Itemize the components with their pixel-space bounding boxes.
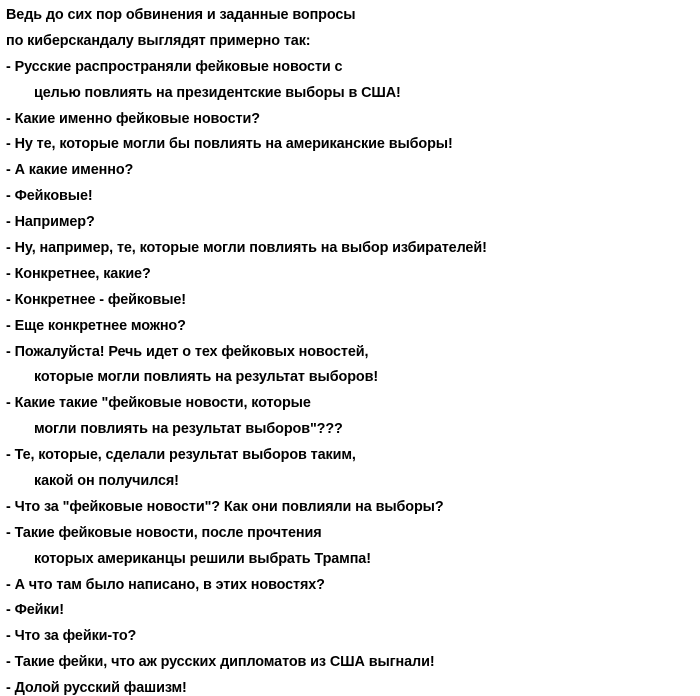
text-line: - Что за фейки-то? (6, 628, 137, 645)
text-line: - Долой русский фашизм! (6, 680, 187, 696)
text-line: - Те, которые, сделали результат выборов таким, (6, 447, 356, 464)
text-line: - Такие фейки, что аж русских дипломатов из США выгнали! (6, 654, 435, 671)
text-line: - Пожалуйста! Речь идет о тех фейковых новостей, (6, 343, 369, 360)
text-line: - Такие фейковые новости, после прочтения (6, 524, 322, 541)
text-line: Ведь до сих пор обвинения и заданные вопросы (6, 7, 356, 23)
text-line: какой он получился! (34, 473, 179, 490)
text-line: - Фейковые! (6, 188, 93, 205)
text-line: - Например? (6, 214, 95, 231)
text-line: - Что за "фейковые новости"? Как они повлияли на выборы? (6, 498, 444, 515)
text-line: - А какие именно? (6, 162, 134, 179)
text-line: - Ну, например, те, которые могли повлиять на выбор избирателей! (6, 240, 487, 257)
text-line: - Какие именно фейковые новости? (6, 110, 260, 127)
text-line: - Русские распространяли фейковые новости с (6, 58, 343, 75)
text-line: целью повлиять на президентские выборы в США! (34, 84, 401, 101)
text-line: - Еще конкретнее можно? (6, 317, 186, 334)
text-line: - Ну те, которые могли бы повлиять на американские выборы! (6, 136, 453, 153)
dialogue-text-block (6, 3, 696, 696)
text-line: которые могли повлиять на результат выборов! (34, 369, 379, 386)
text-line: могли повлиять на результат выборов"??? (34, 421, 343, 438)
text-line: - Конкретнее - фейковые! (6, 291, 186, 308)
text-line: - Какие такие "фейковые новости, которые (6, 395, 311, 412)
text-line: которых американцы решили выбрать Трампа! (34, 550, 371, 567)
text-line: - Фейки! (6, 602, 64, 619)
text-line: по киберскандалу выглядят примерно так: (6, 32, 311, 49)
text-line: - А что там было написано, в этих новостях? (6, 576, 325, 593)
text-line: - Конкретнее, какие? (6, 265, 151, 282)
